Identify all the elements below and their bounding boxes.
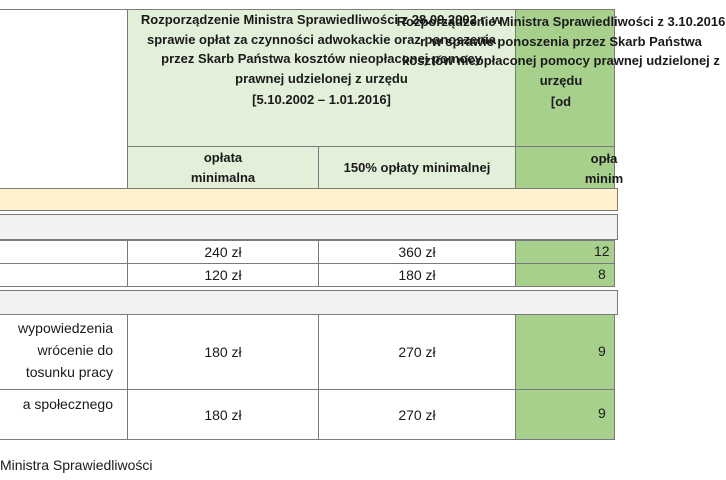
regulation-2002-period: [5.10.2002 – 1.01.2016] [252,92,391,107]
table-row-4-col2 [515,389,615,440]
table-row-3-fee-150-value: 270 zł [398,344,436,360]
col2-fee-header [515,146,624,189]
table-row-2-min-fee [127,263,319,287]
table-row-1-col2-value: 12 [594,243,610,259]
fee-150-header-label: 150% opłaty minimalnej [343,159,491,175]
table-row-3-col2 [515,314,615,390]
table-row-4-col2-value: 9 [598,405,606,421]
table-row-1-label [0,240,128,264]
table-row-3-col2-value: 9 [598,343,606,359]
col2-fee-header-label: opła minim [584,151,624,186]
section-band-gray-2 [0,290,618,315]
table-row-3-label [0,314,128,390]
table-row-2-min-fee-value: 120 zł [204,267,242,283]
table-row-1-col2 [515,240,615,264]
table-row-3-label-text: wypowiedzenia wrócenie do tosunku pracy [18,320,113,380]
table-row-1-min-fee-value: 240 zł [204,244,242,260]
table-row-1-min-fee [127,240,319,264]
row-label-header-cell [0,9,128,189]
table-row-2-fee-150 [318,263,516,287]
section-band-gray-1 [0,214,618,240]
section-band-yellow [0,188,618,211]
table-row-4-label-text: a społecznego [22,396,113,412]
table-row-4-fee-150 [318,389,516,440]
table-row-2-fee-150-value: 180 zł [398,267,436,283]
regulation-2016-header [396,9,726,147]
footer-note: Ministra Sprawiedliwości [0,457,153,473]
table-row-2-col2-value: 8 [598,266,606,282]
table-row-4-fee-150-value: 270 zł [398,406,436,423]
table-row-1-fee-150-value: 360 zł [398,244,436,260]
table-row-4-min-fee [127,389,319,440]
table-row-2-label [0,263,128,287]
regulation-2016-title: Rozporządzenie Ministra Sprawiedliwości z 3.10.2016 r. w sprawie ponoszenia przez Skarb Państwa kosztów nieopłaconej pomocy prawnej udzielonej z urzędu [396,14,726,88]
table-row-3-min-fee [127,314,319,390]
fee-150-header [318,146,516,189]
table-row-4-min-fee-value: 180 zł [204,406,242,423]
table-row-3-fee-150 [318,314,516,390]
regulation-2016-period: [od [550,94,572,109]
table-row-4-label [0,389,128,440]
table-row-2-col2 [515,263,615,287]
min-fee-header-label: opłata minimalna [190,149,256,185]
regulation-2002-title: Rozporządzenie Ministra Sprawiedliwości z 28.09.2002 r. w sprawie opłat za czynności adwokackie oraz ponoszenia przez Skarb Państwa kosztów nieopłaconej pomocy prawnej udzielonej z urzędu [140,12,503,86]
table-row-3-min-fee-value: 180 zł [204,344,242,360]
min-fee-header [127,146,319,189]
table-row-1-fee-150 [318,240,516,264]
